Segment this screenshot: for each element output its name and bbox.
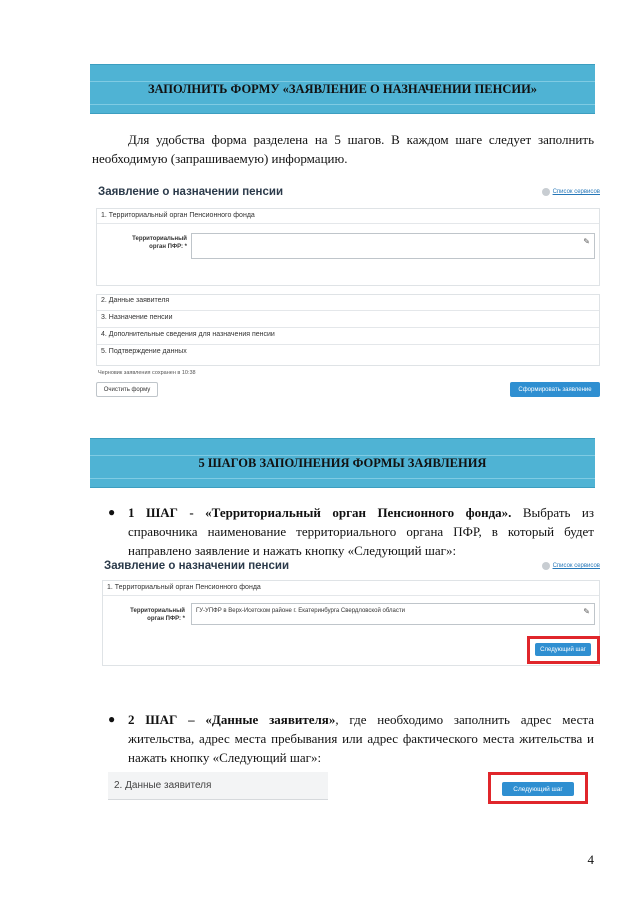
bullet-step1-body: Выбрать из справочника наименование территориального органа ПФР, в который будет направлено заявление и нажать кнопку «Следующий шаг»: <box>128 505 595 558</box>
page-number: 4 <box>587 852 594 867</box>
services-link[interactable] <box>542 188 600 196</box>
banner-title: ЗАПОЛНИТЬ ФОРМУ «ЗАЯВЛЕНИЕ О НАЗНАЧЕНИИ ПЕНСИИ» <box>147 81 538 96</box>
bullet-dot: ● <box>108 712 116 726</box>
step2-header[interactable]: 2. Данные заявителя <box>114 780 212 791</box>
bullet-step2-bold: 2 ШАГ – «Данные заявителя» <box>128 712 336 727</box>
field-label <box>107 235 187 251</box>
territorial-organ-value: ГУ-УПФР в Верх-Исетском районе г. Екатеринбурга Свердловской области <box>196 608 405 614</box>
form-screenshot-step2 <box>108 772 328 800</box>
step1-panel <box>102 580 600 666</box>
section-banner-steps <box>90 438 595 488</box>
form-title: Заявление о назначении пенсии <box>104 560 290 572</box>
step2-header[interactable]: 2. Данные заявителя <box>97 297 599 311</box>
pencil-icon[interactable]: ✎ <box>583 607 590 616</box>
field-label-line2: орган ПФР: * <box>147 616 185 622</box>
submit-form-button[interactable]: Сформировать заявление <box>510 382 600 397</box>
step1-header[interactable]: 1. Территориальный орган Пенсионного фонда <box>103 584 599 596</box>
territorial-organ-input[interactable] <box>191 603 595 625</box>
clear-form-button[interactable]: Очистить форму <box>96 382 158 397</box>
bullet-step2-body: , где необходимо заполнить адрес места жительства, адрес места пребывания или адрес фактического места жительства и нажать кнопку «Следующий шаг»: <box>128 712 595 765</box>
highlight-next-button <box>488 772 588 804</box>
services-link-label: Список сервисов <box>552 189 600 195</box>
bullet-step1 <box>108 503 594 563</box>
highlight-next-button <box>527 636 600 664</box>
step5-header[interactable]: 5. Подтверждение данных <box>101 348 187 355</box>
services-link[interactable] <box>542 562 600 570</box>
bullet-step1-bold: 1 ШАГ - «Территориальный орган Пенсионного фонда». <box>128 505 512 520</box>
services-list-icon <box>542 188 550 196</box>
step4-header[interactable]: 4. Дополнительные сведения для назначения пенсии <box>97 331 599 345</box>
intro-paragraph <box>92 130 594 168</box>
pencil-icon[interactable]: ✎ <box>583 237 590 246</box>
field-label-line2: орган ПФР: * <box>149 244 187 250</box>
bullet-step1-text <box>128 503 594 560</box>
step1-panel <box>96 208 600 286</box>
step1-header[interactable]: 1. Территориальный орган Пенсионного фонда <box>97 212 599 224</box>
services-list-icon <box>542 562 550 570</box>
step3-header[interactable]: 3. Назначение пенсии <box>97 314 599 328</box>
form-screenshot-step1 <box>102 560 600 666</box>
section-banner-fill-form <box>90 64 595 114</box>
form-screenshot-full <box>96 186 600 402</box>
bullet-step2 <box>108 710 594 770</box>
form-title: Заявление о назначении пенсии <box>98 186 284 198</box>
banner-title: 5 ШАГОВ ЗАПОЛНЕНИЯ ФОРМЫ ЗАЯВЛЕНИЯ <box>198 455 487 470</box>
draft-saved-status: Черновик заявления сохранен в 10:38 <box>98 370 196 376</box>
field-label-line1: Территориальный <box>130 608 185 614</box>
next-step-button[interactable]: Следующий шаг <box>535 643 591 656</box>
steps-list <box>96 294 600 366</box>
field-label <box>111 607 185 623</box>
territorial-organ-input[interactable] <box>191 233 595 259</box>
step2-next-area <box>488 772 588 804</box>
next-step-button[interactable]: Следующий шаг <box>502 782 574 796</box>
bullet-step2-text <box>128 710 594 767</box>
intro-text: Для удобства форма разделена на 5 шагов. В каждом шаге следует заполнить необходимую (запрашиваемую) информацию. <box>92 132 594 166</box>
services-link-label: Список сервисов <box>552 563 600 569</box>
field-label-line1: Территориальный <box>132 236 187 242</box>
bullet-dot: ● <box>108 505 116 519</box>
